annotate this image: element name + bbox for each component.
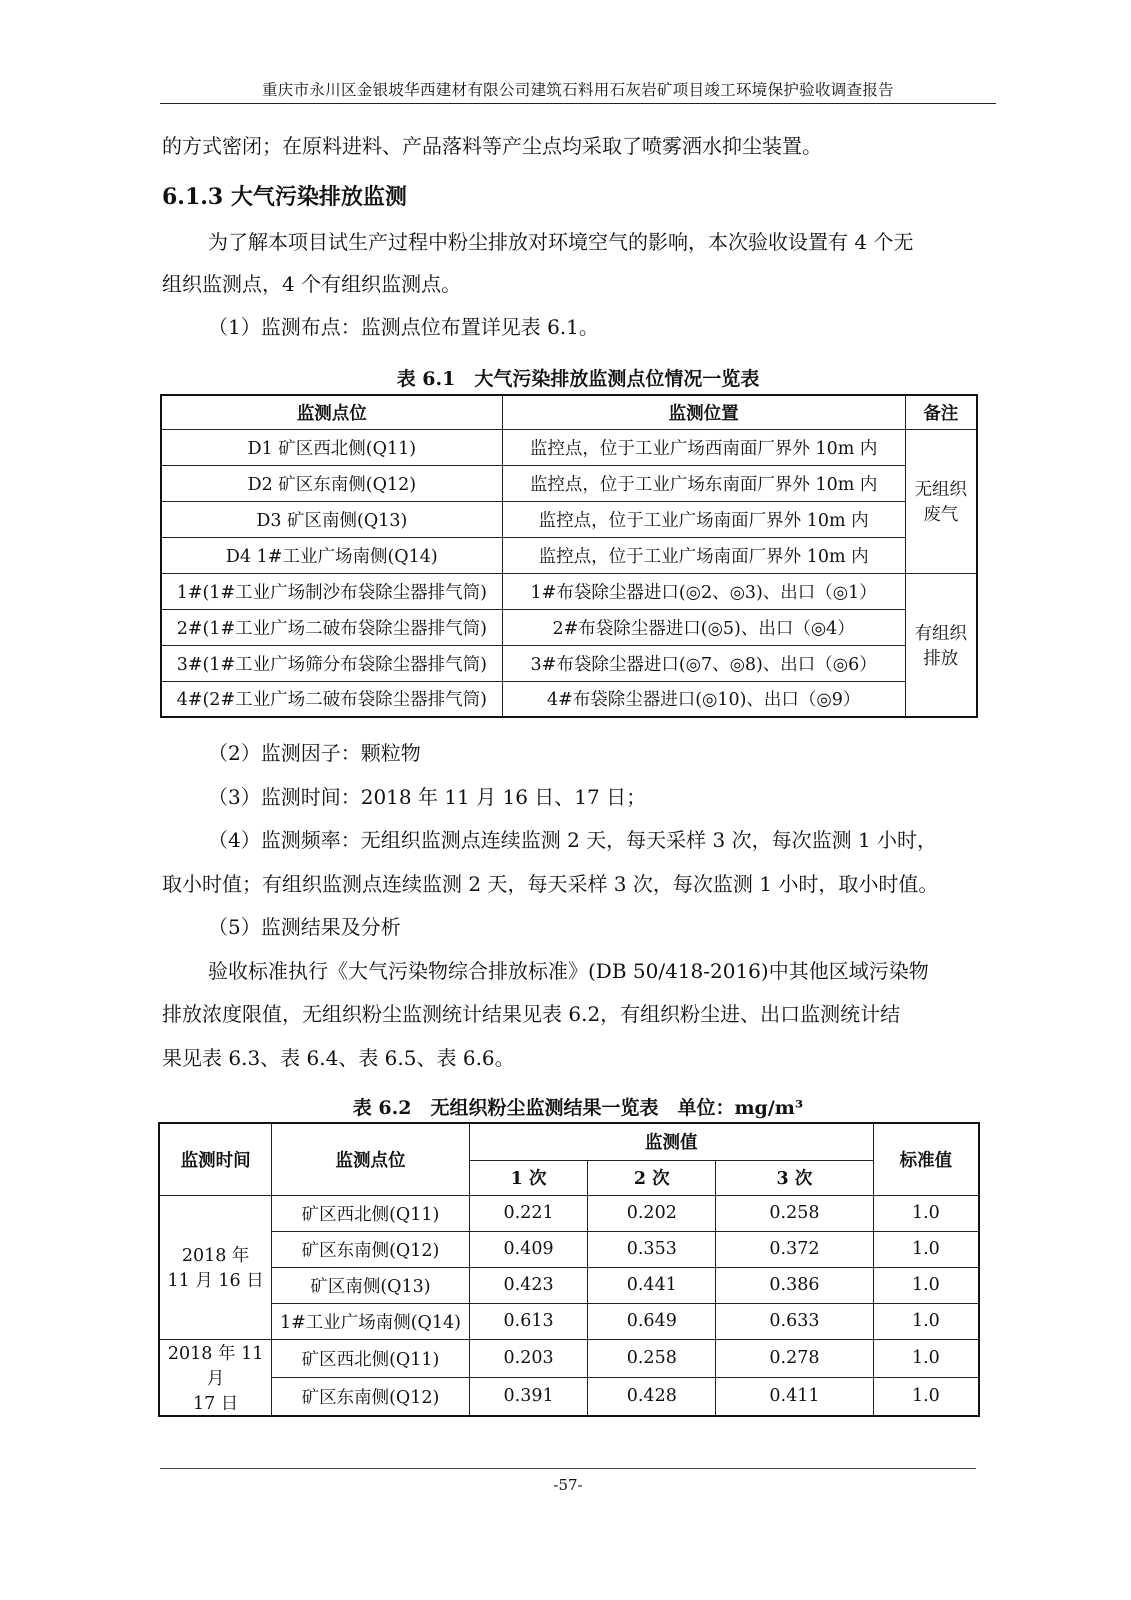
page-number: -57- (553, 1476, 583, 1494)
paragraph-top: 的方式密闭；在原料进料、产品落料等产尘点均采取了喷雾洒水抑尘装置。 (162, 134, 822, 158)
t2-cell: 0.372 (716, 1231, 874, 1267)
t1-cell: 监控点，位于工业广场东南面厂界外 10m 内 (502, 465, 905, 501)
table-row (161, 573, 977, 609)
t2-cell: 0.411 (716, 1377, 874, 1415)
t2-cell: 矿区南侧(Q13) (272, 1267, 469, 1303)
t2-cell: 矿区西北侧(Q11) (272, 1339, 469, 1377)
t1-cell: 3#布袋除尘器进口(◎7、◎8)、出口（◎6） (502, 645, 905, 681)
table-row (159, 1195, 979, 1231)
t2-cell: 0.203 (469, 1339, 588, 1377)
footer-rule (160, 1468, 976, 1469)
table-row (159, 1377, 979, 1415)
table-row (159, 1339, 979, 1377)
standard-line-3: 果见表 6.3、表 6.4、表 6.5、表 6.6。 (162, 1046, 515, 1070)
t2-cell: 0.258 (716, 1195, 874, 1231)
section-title: 6.1.3 大气污染排放监测 (162, 184, 407, 210)
t2-header-n3: 3 次 (716, 1160, 874, 1195)
t2-cell: 1.0 (873, 1377, 979, 1415)
t2-cell: 1.0 (873, 1195, 979, 1231)
table-row (161, 429, 977, 465)
standard-line-2: 排放浓度限值，无组织粉尘监测统计结果见表 6.2，有组织粉尘进、出口监测统计结 (162, 1002, 901, 1026)
item-5: （5）监测结果及分析 (208, 915, 401, 939)
table-row (159, 1231, 979, 1267)
t2-header-n2: 2 次 (588, 1160, 716, 1195)
t1-header-note: 备注 (905, 395, 977, 429)
table2-caption: 表 6.2 无组织粉尘监测结果一览表 单位：mg/m³ (352, 1097, 804, 1119)
table-row (159, 1303, 979, 1339)
t1-note-unorganized: 无组织 废气 (905, 429, 977, 573)
t2-cell: 0.391 (469, 1377, 588, 1415)
intro-line-2: 组织监测点，4 个有组织监测点。 (162, 272, 462, 296)
t1-cell: 2#布袋除尘器进口(◎5)、出口（◎4） (502, 609, 905, 645)
t1-cell: 2#(1#工业广场二破布袋除尘器排气筒) (161, 609, 502, 645)
table1-caption: 表 6.1 大气污染排放监测点位情况一览表 (396, 368, 760, 390)
t2-cell: 1.0 (873, 1303, 979, 1339)
t1-cell: D1 矿区西北侧(Q11) (161, 429, 502, 465)
t1-note-organized: 有组织 排放 (905, 573, 977, 717)
t2-cell: 0.386 (716, 1267, 874, 1303)
t2-cell: 矿区东南侧(Q12) (272, 1231, 469, 1267)
item-1: （1）监测布点：监测点位布置详见表 6.1。 (208, 315, 599, 339)
t1-header-location: 监测位置 (502, 395, 905, 429)
t1-cell: 监控点，位于工业广场南面厂界外 10m 内 (502, 501, 905, 537)
t1-cell: 4#(2#工业广场二破布袋除尘器排气筒) (161, 681, 502, 717)
t2-cell: 矿区西北侧(Q11) (272, 1195, 469, 1231)
table-row (161, 681, 977, 717)
t2-cell: 0.633 (716, 1303, 874, 1339)
item-2: （2）监测因子：颗粒物 (208, 741, 421, 765)
t2-cell: 0.353 (588, 1231, 716, 1267)
t2-cell: 1.0 (873, 1267, 979, 1303)
t1-cell: 1#布袋除尘器进口(◎2、◎3)、出口（◎1） (502, 573, 905, 609)
header-rule (160, 103, 996, 104)
t2-header-point: 监测点位 (272, 1123, 469, 1195)
t2-cell: 0.428 (588, 1377, 716, 1415)
t2-cell: 0.202 (588, 1195, 716, 1231)
t1-cell: D2 矿区东南侧(Q12) (161, 465, 502, 501)
table-row (161, 465, 977, 501)
t2-cell: 1.0 (873, 1339, 979, 1377)
t2-cell: 0.409 (469, 1231, 588, 1267)
t2-cell: 0.649 (588, 1303, 716, 1339)
t2-header-standard: 标准值 (873, 1123, 979, 1195)
t2-cell: 0.221 (469, 1195, 588, 1231)
t1-cell: 4#布袋除尘器进口(◎10)、出口（◎9） (502, 681, 905, 717)
table-row (161, 645, 977, 681)
standard-line-1: 验收标准执行《大气污染物综合排放标准》(DB 50/418-2016)中其他区域污染物 (208, 959, 929, 983)
t1-header-point: 监测点位 (161, 395, 502, 429)
t2-date-nov16: 2018 年 11 月 16 日 (159, 1195, 272, 1339)
table-row (161, 501, 977, 537)
intro-line-1: 为了解本项目试生产过程中粉尘排放对环境空气的影响，本次验收设置有 4 个无 (208, 230, 914, 254)
t2-cell: 0.258 (588, 1339, 716, 1377)
monitoring-points-table (160, 394, 978, 718)
t2-cell: 1#工业广场南侧(Q14) (272, 1303, 469, 1339)
t2-header-value: 监测值 (469, 1123, 873, 1160)
item-4-line-2: 取小时值；有组织监测点连续监测 2 天，每天采样 3 次，每次监测 1 小时，取小时值。 (162, 872, 939, 896)
t2-cell: 0.278 (716, 1339, 874, 1377)
t1-cell: 1#(1#工业广场制沙布袋除尘器排气筒) (161, 573, 502, 609)
t1-cell: 3#(1#工业广场筛分布袋除尘器排气筒) (161, 645, 502, 681)
item-3: （3）监测时间：2018 年 11 月 16 日、17 日； (208, 785, 647, 809)
t2-header-n1: 1 次 (469, 1160, 588, 1195)
t1-cell: 监控点，位于工业广场南面厂界外 10m 内 (502, 537, 905, 573)
t1-cell: D3 矿区南侧(Q13) (161, 501, 502, 537)
t1-cell: D4 1#工业广场南侧(Q14) (161, 537, 502, 573)
t2-cell: 0.441 (588, 1267, 716, 1303)
t2-cell: 矿区东南侧(Q12) (272, 1377, 469, 1415)
t2-header-time: 监测时间 (159, 1123, 272, 1195)
report-header: 重庆市永川区金银坡华西建材有限公司建筑石料用石灰岩矿项目竣工环境保护验收调查报告 (261, 81, 894, 99)
item-4-line-1: （4）监测频率：无组织监测点连续监测 2 天，每天采样 3 次，每次监测 1 小时， (208, 828, 938, 852)
t1-cell: 监控点，位于工业广场西南面厂界外 10m 内 (502, 429, 905, 465)
table-row (161, 609, 977, 645)
t2-date-nov17: 2018 年 11 月 17 日 (159, 1339, 272, 1416)
unorganized-dust-results-table (158, 1122, 980, 1417)
t2-cell: 0.613 (469, 1303, 588, 1339)
t2-cell: 0.423 (469, 1267, 588, 1303)
t2-cell: 1.0 (873, 1231, 979, 1267)
table-row (159, 1267, 979, 1303)
table-row (161, 537, 977, 573)
